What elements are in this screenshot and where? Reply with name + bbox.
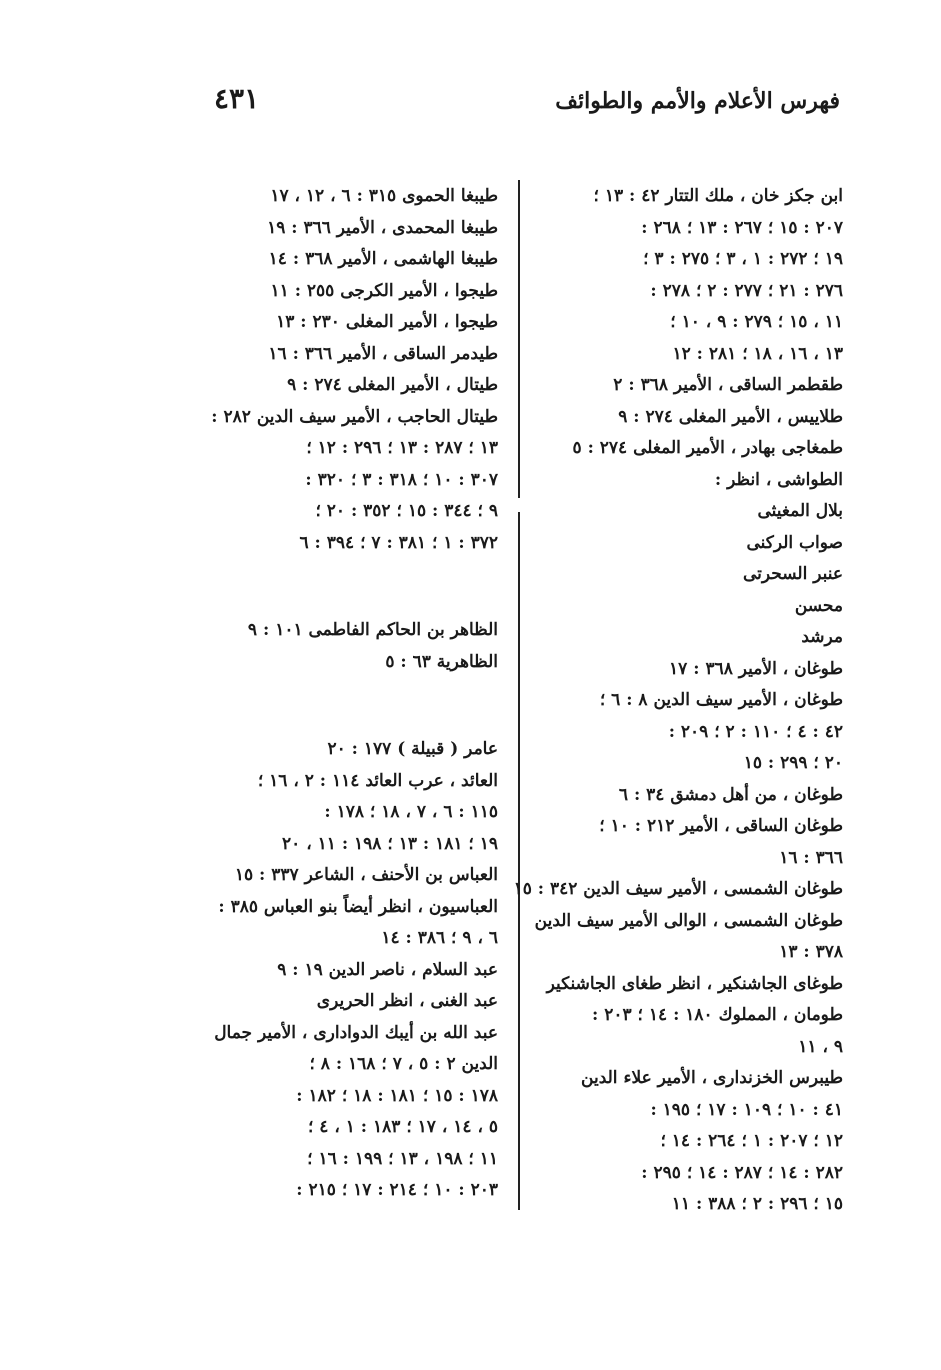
- index-entry-line: ٢٠ ؛ ٢٩٩ : ١٥: [743, 753, 843, 773]
- index-entry-line: ١٢ ؛ ٢٠٧ : ١ ؛ ٢٦٤ : ١٤ ؛: [660, 1131, 843, 1151]
- index-entry-line: طوغان الشمسى ، الأمير سيف الدين ٣٤٢ : ١٥: [513, 879, 843, 899]
- index-entry-line: مرشد: [801, 627, 843, 647]
- running-head: [200, 82, 840, 128]
- index-entry-line: العباسيون ، انظر أيضاً بنو العباس ٣٨٥ :: [218, 896, 498, 917]
- index-entry-line: طيتال ، الأمير المغلى ٢٧٤ : ٩: [287, 375, 498, 395]
- index-entry-line: طيتال الحاجب ، الأمير سيف الدين ٢٨٢ :: [211, 406, 498, 427]
- index-group-za: [168, 615, 498, 678]
- index-entry-line: ٣٧٨ : ١٣: [779, 942, 843, 962]
- index-entry-line: طيجوا ، الأمير الكرجى ٢٥٥ : ١١: [270, 280, 498, 301]
- group-spacer: [168, 678, 498, 734]
- index-entry-line: الظاهر بن الحاكم الفاطمى ١٠١ : ٩: [247, 620, 498, 640]
- index-group-ain: [168, 734, 498, 1207]
- index-entry-line: ٩ ؛ ٣٤٤ : ١٥ ؛ ٣٥٢ : ٢٠ ؛: [315, 501, 498, 521]
- index-entry-line: طقطمر الساقى ، الأمير ٣٦٨ : ٢: [613, 375, 843, 395]
- index-entry-line: طومان ، المملوك ١٨٠ : ١٤ ؛ ٢٠٣ :: [592, 1005, 843, 1025]
- index-entry-line: ٢٨٢ : ١٤ ؛ ٢٨٧ : ١٤ ؛ ٢٩٥ :: [641, 1162, 843, 1183]
- index-entry-line: عبد السلام ، ناصر الدين ١٩ : ٩: [277, 959, 498, 980]
- right-index-column: [513, 181, 843, 1221]
- index-entry-line: عبد الغنى ، انظر الحريرى: [316, 991, 498, 1011]
- index-entry-line: طيبغا الحموى ٣١٥ : ٦ ، ١٢ ، ١٧: [270, 186, 498, 206]
- index-entry-line: عامر ( قبيلة ) ١٧٧ : ٢٠: [327, 739, 498, 759]
- index-entry-line: طلاييس ، الأمير المغلى ٢٧٤ : ٩: [618, 406, 843, 427]
- index-entry-line: ١٩ ؛ ١٨١ : ١٣ ؛ ١٩٨ : ١١ ، ٢٠: [282, 833, 498, 854]
- index-entry-line: الظاهرية ٦٣ : ٥: [385, 651, 498, 672]
- left-index-column: [168, 181, 498, 1207]
- index-entry-line: العباس بن الأحنف ، الشاعر ٣٣٧ : ١٥: [234, 865, 498, 885]
- index-entry-line: ابن جكز خان ، ملك التتار ٤٢ : ١٣ ؛: [593, 186, 843, 206]
- index-entry-line: ٢٧٦ : ٢١ ؛ ٢٧٧ : ٢ ؛ ٢٧٨ :: [650, 280, 843, 301]
- index-entry-line: طوغان ، من أهل دمشق ٣٤ : ٦: [618, 784, 843, 805]
- index-entry-line: ٣٧٢ : ١ ؛ ٣٨١ : ٧ ؛ ٣٩٤ : ٦: [299, 532, 498, 553]
- index-entry-line: صواب الركنى: [746, 532, 843, 553]
- index-entry-line: ٢٠٧ : ١٥ ؛ ٢٦٧ : ١٣ ؛ ٢٦٨ :: [641, 217, 843, 238]
- index-entry-line: طوغان الساقى ، الأمير ٢١٢ : ١٠ ؛: [599, 816, 843, 836]
- index-entry-line: طوغان ، الأمير ٣٦٨ : ١٧: [669, 658, 843, 679]
- index-entry-line: ١١ ، ١٥ ؛ ٢٧٩ : ٩ ، ١٠ ؛: [670, 312, 843, 332]
- index-entry-line: بلال المغيثى: [757, 501, 843, 521]
- page-number: ٤٣١: [214, 82, 260, 115]
- column-divider: [518, 180, 520, 1210]
- index-entry-line: طوغان الشمسى ، الوالى الأمير سيف الدين: [534, 910, 843, 931]
- index-entry-line: طمغاجى بهادر ، الأمير المغلى ٢٧٤ : ٥: [572, 438, 843, 458]
- index-entry-line: عنبر السحرتى: [742, 564, 843, 584]
- index-entry-line: ١٣ ، ١٦ ، ١٨ ؛ ٢٨١ : ١٢: [672, 343, 843, 364]
- index-entry-line: ١١٥ : ٦ ، ٧ ، ١٨ ؛ ١٧٨ :: [324, 802, 498, 822]
- index-entry-line: ١١ ؛ ١٩٨ ، ١٣ ؛ ١٩٩ : ١٦ ؛: [307, 1148, 498, 1169]
- index-entry-line: طيبغا الهاشمى ، الأمير ٣٦٨ : ١٤: [268, 249, 498, 269]
- index-entry-line: ٢٠٣ : ١٠ ؛ ٢١٤ : ١٧ ؛ ٢١٥ :: [296, 1180, 498, 1200]
- index-entry-line: عبد الله بن أيبك الدوادارى ، الأمير جمال: [214, 1022, 498, 1043]
- index-entry-line: ٤١ : ١٠ ؛ ١٠٩ : ١٧ ؛ ١٩٥ :: [650, 1099, 843, 1120]
- index-entry-line: ٣٦٦ : ١٦: [779, 847, 843, 868]
- index-entry-line: ٩ ، ١١: [798, 1036, 843, 1057]
- index-entry-line: طيدمر الساقى ، الأمير ٣٦٦ : ١٦: [268, 343, 498, 364]
- group-spacer: [168, 559, 498, 615]
- index-entry-line: ١٥ ؛ ٢٩٦ : ٢ ؛ ٣٨٨ : ١١: [671, 1194, 843, 1214]
- running-title: فهرس الأعلام والأمم والطوائف: [555, 88, 840, 114]
- index-entry-line: طيجوا ، الأمير المغلى ٢٣٠ : ١٣: [276, 312, 498, 332]
- index-entry-line: ٤٢ : ٤ ؛ ١١٠ : ٢ ؛ ٢٠٩ :: [668, 721, 843, 742]
- index-entry-line: ٣٠٧ : ١٠ ؛ ٣١٨ : ٣ ؛ ٣٢٠ :: [305, 469, 498, 490]
- index-entry-line: الطواشى ، انظر :: [714, 469, 843, 490]
- index-entry-line: ٥ ، ١٤ ، ١٧ ؛ ١٨٣ : ١ ، ٤ ؛: [307, 1117, 498, 1137]
- index-group-ta: [168, 181, 498, 559]
- index-entry-line: ١٩ ؛ ٢٧٢ : ١ ، ٣ ؛ ٢٧٥ : ٣ ؛: [643, 249, 843, 269]
- index-entry-line: طوغاى الجاشنكير ، انظر طغاى الجاشنكير: [546, 973, 843, 994]
- index-entry-line: العائد ، عرب العائد ١١٤ : ٢ ، ١٦ ؛: [257, 770, 498, 791]
- index-entry-line: طيبغا المحمدى ، الأمير ٣٦٦ : ١٩: [267, 217, 498, 238]
- index-entry-line: طوغان ، الأمير سيف الدين ٨ : ٦ ؛: [599, 690, 843, 710]
- index-entry-line: ٦ ، ٩ ؛ ٣٨٦ : ١٤: [381, 928, 498, 948]
- index-entry-line: ١٣ ؛ ٢٨٧ : ١٣ ؛ ٢٩٦ : ١٢ ؛: [306, 438, 498, 458]
- index-entry-line: طيبرس الخزندارى ، الأمير علاء الدين: [581, 1068, 843, 1088]
- index-entry-line: الدين ٢ : ٥ ، ٧ ؛ ١٦٨ : ٨ ؛: [309, 1054, 498, 1074]
- index-entry-line: ١٧٨ : ١٥ ؛ ١٨١ : ١٨ ؛ ١٨٢ :: [296, 1085, 498, 1106]
- index-entry-line: محسن: [794, 595, 843, 616]
